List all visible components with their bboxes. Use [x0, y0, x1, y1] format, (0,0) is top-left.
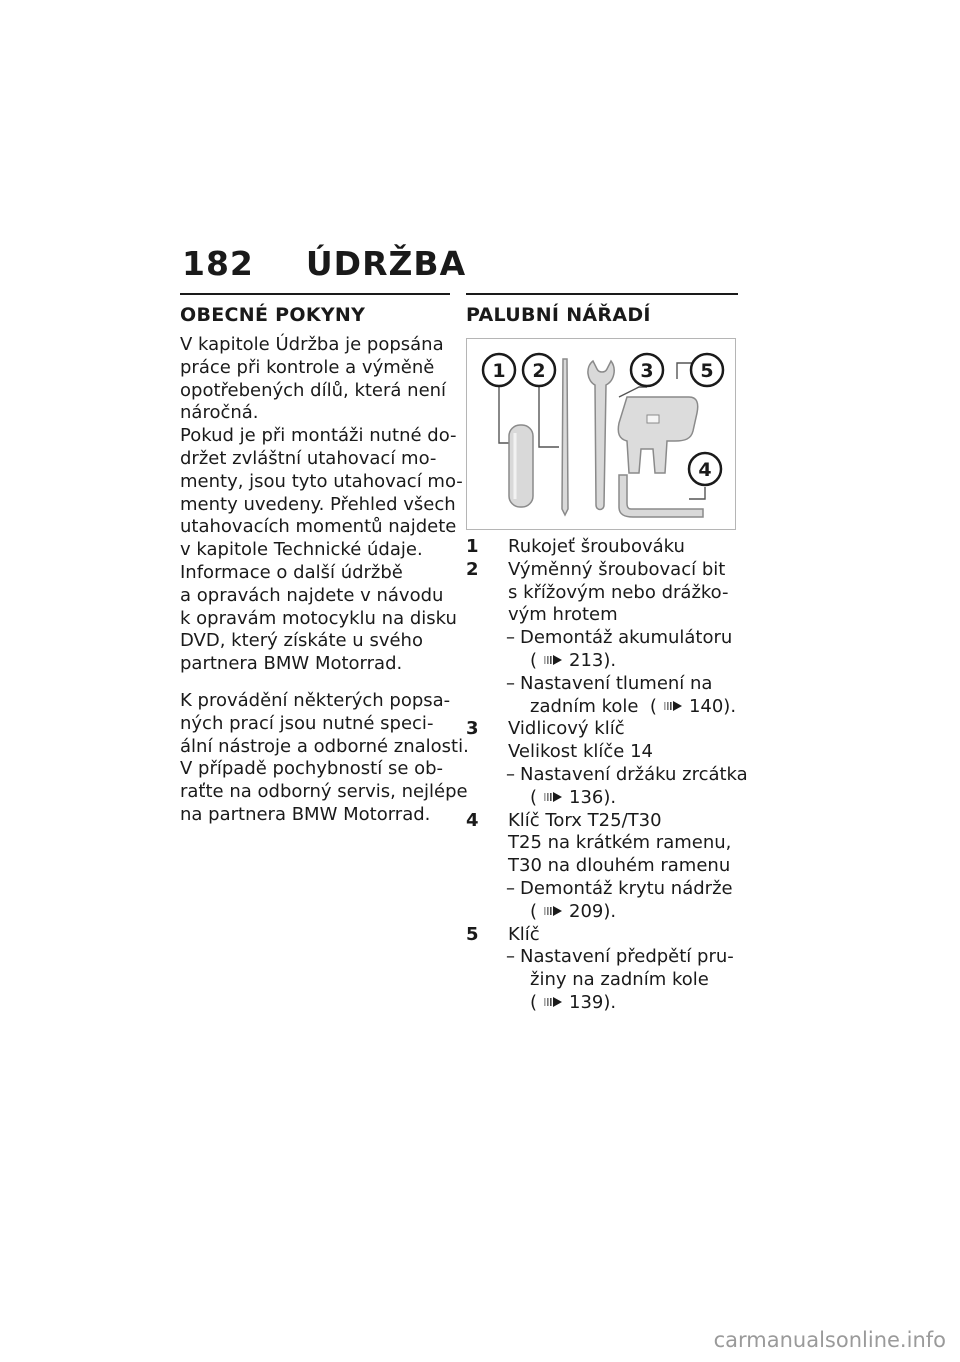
- paren: (: [530, 786, 538, 808]
- page-reference-number: 209: [569, 900, 604, 922]
- toolkit-item: [466, 559, 738, 719]
- paren: ).: [603, 649, 617, 671]
- text-line: v kapitole Technické údaje.: [180, 539, 423, 561]
- text-line: DVD, který získáte u svého: [180, 630, 423, 652]
- text-line: menty, jsou tyto utahovací mo-: [180, 470, 463, 492]
- open-end-wrench-icon: [588, 361, 614, 510]
- item-number: 2: [466, 558, 479, 580]
- section-divider: [466, 293, 738, 295]
- text-line: raťte na odborný servis, nejlépe: [180, 781, 468, 803]
- procedure-name: Nastavení předpětí pru-: [520, 946, 734, 968]
- item-number: 3: [466, 718, 479, 740]
- toolkit-item: [466, 718, 748, 809]
- item-description-line: s křížovým nebo drážko-: [508, 581, 729, 603]
- svg-text:3: 3: [640, 360, 654, 382]
- item-number: 4: [466, 809, 479, 831]
- text-line: V kapitole Údržba je popsána: [180, 334, 444, 355]
- text-line: držet zvláštní utahovací mo-: [180, 447, 437, 469]
- text-line: k opravám motocyklu na disku: [180, 607, 457, 629]
- item-number: 5: [466, 923, 479, 945]
- toolkit-item: [466, 810, 738, 924]
- list-dash: –: [506, 672, 515, 694]
- list-dash: –: [506, 877, 515, 899]
- text-line: V případě pochybností se ob-: [180, 758, 444, 780]
- list-dash: –: [506, 627, 515, 649]
- paren: ).: [603, 786, 617, 808]
- callout-5: [691, 354, 723, 386]
- page-reference: [520, 787, 738, 810]
- text-line: práce při kontrole a výměně: [180, 356, 435, 378]
- section-divider: [180, 293, 450, 295]
- general-instructions-section: [180, 293, 469, 827]
- page-reference-arrow-icon: [543, 654, 563, 666]
- item-number: 1: [466, 536, 479, 557]
- callout-2: [523, 354, 555, 386]
- item-description-line: Rukojeť šroubováku: [508, 536, 685, 557]
- callout-3: [631, 354, 663, 386]
- item-description-line: Vidlicový klíč: [508, 718, 625, 740]
- procedure-name-continued: zadním kole: [530, 695, 639, 717]
- callout-1: [483, 354, 515, 386]
- svg-text:5: 5: [700, 360, 714, 382]
- paren: ).: [603, 991, 617, 1013]
- onboard-toolkit-section: [466, 293, 748, 1015]
- procedure-name: Nastavení držáku zrcátka: [520, 763, 748, 785]
- text-line: ných prací jsou nutné speci-: [180, 712, 434, 734]
- page-reference-arrow-icon: [543, 905, 563, 917]
- special-tools-paragraph: [180, 689, 469, 827]
- text-line: ální nástroje a odborné znalosti.: [180, 735, 469, 757]
- procedure-reference: [508, 673, 738, 719]
- text-line: utahovacích momentů najdete: [180, 516, 457, 538]
- item-description-line: vým hrotem: [508, 604, 618, 626]
- page-reference: [520, 901, 738, 924]
- toolkit-illustration: [467, 339, 737, 531]
- procedure-name-continued: žiny na zadním kole: [530, 969, 709, 991]
- paren: (: [530, 900, 538, 922]
- text-line: Pokud je při montáži nutné do-: [180, 425, 457, 447]
- page-reference-number: 213: [569, 649, 604, 671]
- page-reference: [520, 992, 738, 1015]
- text-line: na partnera BMW Motorrad.: [180, 803, 431, 825]
- toolkit-item: [466, 536, 738, 559]
- procedure-reference: [506, 763, 748, 810]
- procedure-name: Demontáž akumulátoru: [520, 627, 733, 649]
- paren: ).: [723, 695, 737, 717]
- text-line: K provádění některých popsa-: [180, 689, 451, 711]
- page-reference: [520, 696, 738, 719]
- text-line: menty uvedeny. Přehled všech: [180, 493, 456, 515]
- screwdriver-bit-icon: [562, 359, 568, 515]
- toolkit-figure: [466, 338, 736, 530]
- text-line: opotřebených dílů, která není: [180, 379, 447, 401]
- list-dash: –: [506, 946, 515, 968]
- page-reference: [520, 650, 738, 673]
- toolkit-item: [466, 924, 738, 1015]
- section-title: OBECNÉ POKYNY: [180, 304, 366, 326]
- paren: (: [530, 649, 538, 671]
- procedure-name: Nastavení tlumení na: [520, 672, 713, 694]
- svg-text:2: 2: [532, 360, 546, 382]
- procedure-name: Demontáž krytu nádrže: [520, 877, 733, 899]
- procedure-reference: [508, 878, 738, 924]
- intro-paragraph: [180, 334, 463, 676]
- torx-key-icon: [619, 475, 703, 517]
- page-number: 182: [182, 244, 254, 283]
- toolkit-item-list: [466, 536, 748, 1015]
- page-reference-arrow-icon: [663, 700, 683, 712]
- page-reference-arrow-icon: [543, 996, 563, 1008]
- page-header: [182, 244, 466, 283]
- text-line: náročná.: [180, 402, 259, 424]
- item-description-line: Výměnný šroubovací bit: [508, 558, 726, 580]
- chapter-title: ÚDRŽBA: [305, 244, 467, 283]
- key-icon: [618, 397, 697, 473]
- item-description-line: Velikost klíče 14: [508, 741, 653, 763]
- paren: ).: [603, 900, 617, 922]
- item-description-line: Klíč: [508, 923, 540, 945]
- svg-text:1: 1: [492, 360, 506, 382]
- item-description-line: T30 na dlouhém ramenu: [508, 855, 731, 877]
- callout-4: [689, 453, 721, 485]
- screwdriver-handle-icon: [509, 425, 533, 507]
- item-description-line: T25 na krátkém ramenu,: [508, 832, 732, 854]
- page-reference-number: 136: [569, 786, 604, 808]
- procedure-reference: [508, 946, 738, 1014]
- svg-text:4: 4: [698, 459, 712, 481]
- paren: (: [649, 695, 657, 717]
- page-reference-number: 139: [569, 991, 604, 1013]
- section-title: PALUBNÍ NÁŘADÍ: [466, 304, 651, 326]
- page-reference-number: 140: [688, 695, 724, 717]
- page-reference-arrow-icon: [543, 791, 563, 803]
- list-dash: –: [506, 763, 515, 785]
- paren: (: [530, 991, 538, 1013]
- watermark: carmanualsonline.info: [713, 1328, 946, 1352]
- text-line: partnera BMW Motorrad.: [180, 653, 403, 675]
- procedure-reference: [508, 627, 738, 673]
- item-description-line: Klíč Torx T25/T30: [508, 809, 662, 831]
- text-line: Informace o další údržbě: [180, 561, 403, 583]
- text-line: a opravách najdete v návodu: [180, 584, 444, 606]
